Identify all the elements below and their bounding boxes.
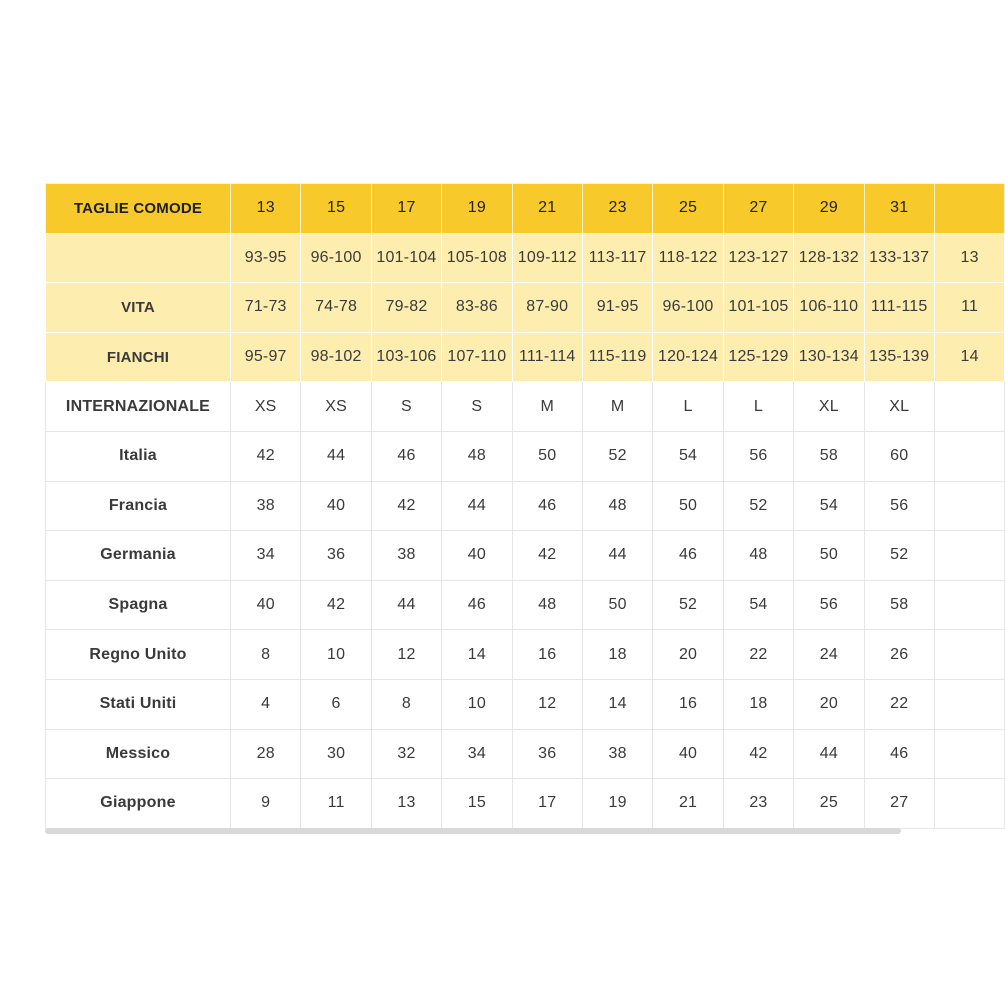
size-value-cell: 48	[442, 431, 512, 481]
size-value-cell: 54	[723, 580, 793, 630]
table-row	[46, 679, 1005, 729]
size-value-cell: 16	[653, 679, 723, 729]
size-value-cell: 38	[582, 729, 652, 779]
size-value-cell: 48	[512, 580, 582, 630]
size-value-cell: XS	[301, 382, 371, 432]
size-chart-table	[45, 183, 1005, 829]
size-value-cell: 44	[301, 431, 371, 481]
size-value-cell: XS	[231, 382, 301, 432]
size-value-cell: 42	[723, 729, 793, 779]
size-value-cell: 48	[582, 481, 652, 531]
size-value-cell: 130-134	[794, 332, 864, 382]
table-row	[46, 779, 1005, 829]
size-value-cell: 50	[653, 481, 723, 531]
row-label-cell: Stati Uniti	[46, 679, 231, 729]
header-size-cell	[934, 184, 1004, 234]
size-value-cell: 50	[582, 580, 652, 630]
header-size-cell: 31	[864, 184, 934, 234]
size-value-cell: 12	[512, 679, 582, 729]
size-value-cell: 87-90	[512, 283, 582, 333]
table-row	[46, 481, 1005, 531]
size-value-cell: 133-137	[864, 233, 934, 283]
size-value-cell: 11	[934, 283, 1004, 333]
size-value-cell: 54	[794, 481, 864, 531]
size-value-cell: 24	[794, 630, 864, 680]
size-value-cell: 96-100	[301, 233, 371, 283]
size-value-cell: 54	[653, 431, 723, 481]
size-value-cell: 11	[301, 779, 371, 829]
table-header-row	[46, 184, 1005, 234]
table-row	[46, 729, 1005, 779]
row-label-cell	[46, 233, 231, 283]
size-value-cell: 91-95	[582, 283, 652, 333]
size-value-cell: 96-100	[653, 283, 723, 333]
size-value-cell: 18	[582, 630, 652, 680]
size-value-cell: 15	[442, 779, 512, 829]
size-value-cell: 19	[582, 779, 652, 829]
size-value-cell: 109-112	[512, 233, 582, 283]
row-label-cell: Giappone	[46, 779, 231, 829]
row-label-cell: Messico	[46, 729, 231, 779]
size-value-cell: 46	[442, 580, 512, 630]
size-value-cell: 34	[231, 531, 301, 581]
size-value-cell: 6	[301, 679, 371, 729]
size-value-cell: 50	[512, 431, 582, 481]
size-value-cell: 93-95	[231, 233, 301, 283]
size-value-cell: 56	[723, 431, 793, 481]
size-value-cell: 18	[723, 679, 793, 729]
size-value-cell: 36	[512, 729, 582, 779]
size-value-cell: 42	[231, 431, 301, 481]
size-value-cell: 98-102	[301, 332, 371, 382]
size-value-cell: 40	[653, 729, 723, 779]
row-label-cell: FIANCHI	[46, 332, 231, 382]
table-row	[46, 382, 1005, 432]
size-value-cell: M	[582, 382, 652, 432]
size-value-cell: 111-115	[864, 283, 934, 333]
size-value-cell: 12	[371, 630, 441, 680]
size-value-cell: 52	[864, 531, 934, 581]
size-value-cell: 22	[723, 630, 793, 680]
size-value-cell: 105-108	[442, 233, 512, 283]
size-value-cell	[934, 630, 1004, 680]
size-value-cell	[934, 779, 1004, 829]
row-label-cell: Spagna	[46, 580, 231, 630]
size-value-cell: 46	[653, 531, 723, 581]
size-value-cell: 30	[301, 729, 371, 779]
size-value-cell: 42	[512, 531, 582, 581]
size-value-cell: 46	[371, 431, 441, 481]
size-value-cell: 118-122	[653, 233, 723, 283]
table-row	[46, 580, 1005, 630]
size-value-cell: S	[371, 382, 441, 432]
size-value-cell: 56	[794, 580, 864, 630]
size-value-cell	[934, 481, 1004, 531]
size-value-cell: 113-117	[582, 233, 652, 283]
table-row	[46, 332, 1005, 382]
size-value-cell: 20	[653, 630, 723, 680]
size-value-cell: 44	[442, 481, 512, 531]
size-value-cell: L	[723, 382, 793, 432]
size-value-cell: 4	[231, 679, 301, 729]
size-value-cell: 8	[231, 630, 301, 680]
header-size-cell: 13	[231, 184, 301, 234]
header-size-cell: 21	[512, 184, 582, 234]
header-size-cell: 17	[371, 184, 441, 234]
size-value-cell: 36	[301, 531, 371, 581]
size-value-cell: 40	[301, 481, 371, 531]
table-row	[46, 531, 1005, 581]
table-row	[46, 431, 1005, 481]
size-value-cell	[934, 382, 1004, 432]
size-value-cell: 8	[371, 679, 441, 729]
size-value-cell: 79-82	[371, 283, 441, 333]
size-value-cell	[934, 431, 1004, 481]
size-value-cell: 106-110	[794, 283, 864, 333]
size-value-cell: 42	[301, 580, 371, 630]
size-value-cell: 107-110	[442, 332, 512, 382]
size-value-cell: 101-105	[723, 283, 793, 333]
size-value-cell: 46	[864, 729, 934, 779]
size-value-cell	[934, 729, 1004, 779]
size-value-cell: 56	[864, 481, 934, 531]
size-value-cell: 52	[582, 431, 652, 481]
size-value-cell: 40	[442, 531, 512, 581]
size-value-cell: M	[512, 382, 582, 432]
size-value-cell: 101-104	[371, 233, 441, 283]
row-label-cell: INTERNAZIONALE	[46, 382, 231, 432]
table-row	[46, 630, 1005, 680]
size-value-cell: 58	[794, 431, 864, 481]
size-table-viewport[interactable]	[45, 183, 979, 815]
header-size-cell: 15	[301, 184, 371, 234]
header-size-cell: 19	[442, 184, 512, 234]
size-value-cell: 48	[723, 531, 793, 581]
size-value-cell: 21	[653, 779, 723, 829]
row-label-cell: Italia	[46, 431, 231, 481]
row-label-cell: Francia	[46, 481, 231, 531]
size-value-cell: 83-86	[442, 283, 512, 333]
size-value-cell: 23	[723, 779, 793, 829]
size-value-cell: 16	[512, 630, 582, 680]
horizontal-scrollbar[interactable]	[45, 828, 901, 834]
header-size-cell: 25	[653, 184, 723, 234]
size-value-cell: 44	[371, 580, 441, 630]
size-value-cell: 38	[231, 481, 301, 531]
size-value-cell: 10	[301, 630, 371, 680]
header-size-cell: 23	[582, 184, 652, 234]
size-value-cell: 135-139	[864, 332, 934, 382]
row-label-cell: Regno Unito	[46, 630, 231, 680]
header-label-cell: TAGLIE COMODE	[46, 184, 231, 234]
header-size-cell: 27	[723, 184, 793, 234]
row-label-cell: VITA	[46, 283, 231, 333]
size-value-cell: 34	[442, 729, 512, 779]
header-size-cell: 29	[794, 184, 864, 234]
size-value-cell: 115-119	[582, 332, 652, 382]
size-value-cell: 25	[794, 779, 864, 829]
size-value-cell: 14	[934, 332, 1004, 382]
size-value-cell: 58	[864, 580, 934, 630]
size-value-cell: 26	[864, 630, 934, 680]
size-value-cell: 14	[582, 679, 652, 729]
size-value-cell: 44	[582, 531, 652, 581]
size-value-cell: 52	[653, 580, 723, 630]
size-value-cell: 125-129	[723, 332, 793, 382]
size-value-cell: 60	[864, 431, 934, 481]
size-table-body	[46, 184, 1005, 829]
size-value-cell: 123-127	[723, 233, 793, 283]
size-value-cell: 74-78	[301, 283, 371, 333]
size-value-cell: 14	[442, 630, 512, 680]
size-value-cell: 40	[231, 580, 301, 630]
size-value-cell: 120-124	[653, 332, 723, 382]
size-value-cell: 95-97	[231, 332, 301, 382]
size-value-cell: 22	[864, 679, 934, 729]
size-value-cell: 42	[371, 481, 441, 531]
size-value-cell: XL	[794, 382, 864, 432]
row-label-cell: Germania	[46, 531, 231, 581]
size-value-cell	[934, 679, 1004, 729]
size-value-cell: 32	[371, 729, 441, 779]
size-value-cell: 9	[231, 779, 301, 829]
size-value-cell: 17	[512, 779, 582, 829]
size-value-cell: 27	[864, 779, 934, 829]
size-value-cell: 52	[723, 481, 793, 531]
size-value-cell: 10	[442, 679, 512, 729]
size-value-cell: 13	[371, 779, 441, 829]
size-value-cell: 50	[794, 531, 864, 581]
size-value-cell: 13	[934, 233, 1004, 283]
size-value-cell	[934, 580, 1004, 630]
size-value-cell: 128-132	[794, 233, 864, 283]
size-value-cell: 111-114	[512, 332, 582, 382]
table-row	[46, 283, 1005, 333]
size-value-cell: 20	[794, 679, 864, 729]
size-value-cell: 38	[371, 531, 441, 581]
table-row	[46, 233, 1005, 283]
size-value-cell	[934, 531, 1004, 581]
size-value-cell: S	[442, 382, 512, 432]
size-value-cell: 44	[794, 729, 864, 779]
size-value-cell: 46	[512, 481, 582, 531]
size-value-cell: XL	[864, 382, 934, 432]
size-value-cell: 103-106	[371, 332, 441, 382]
size-value-cell: 28	[231, 729, 301, 779]
size-value-cell: 71-73	[231, 283, 301, 333]
size-value-cell: L	[653, 382, 723, 432]
